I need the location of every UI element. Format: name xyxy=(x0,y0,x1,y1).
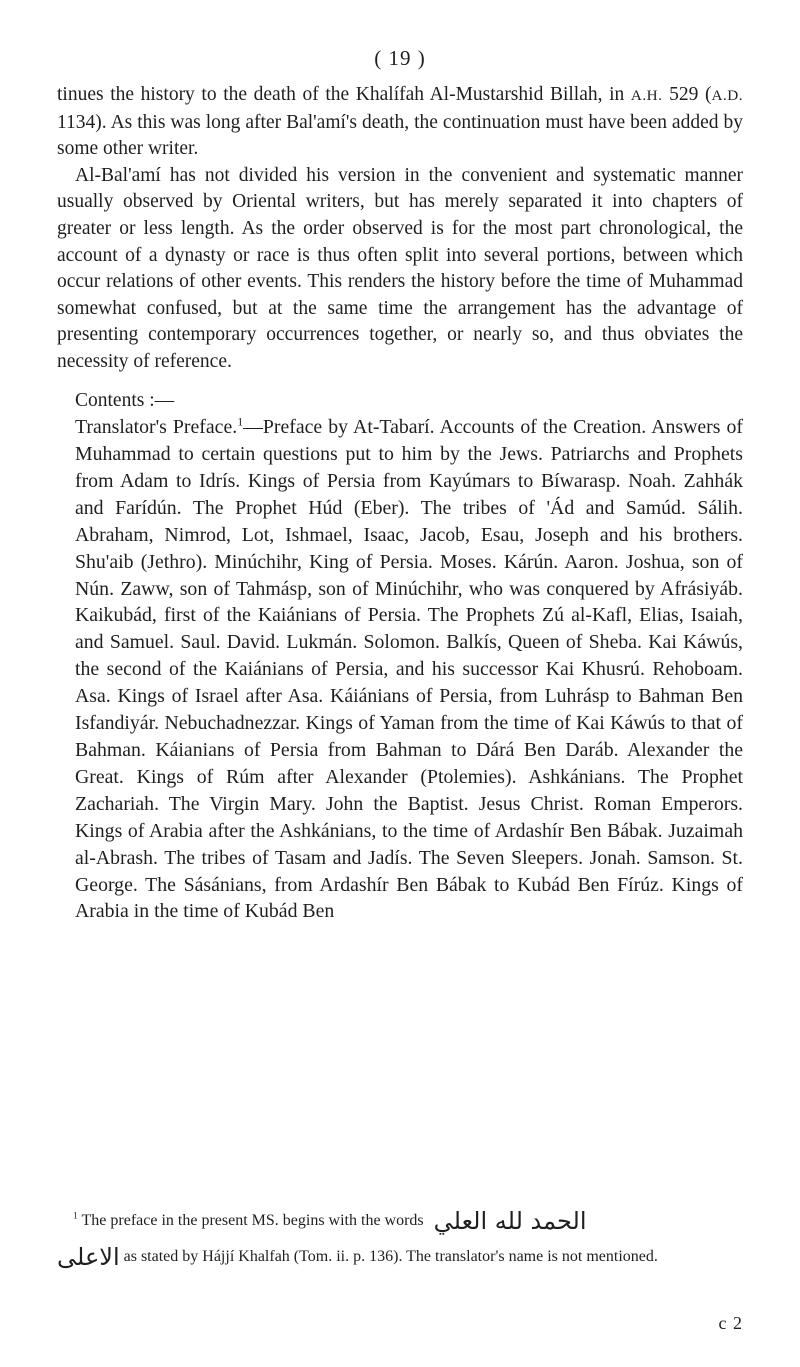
era-ad: A.D. xyxy=(711,87,743,104)
p1-text: tinues the history to the death of the Khalífah Al-Mustarshid Billah, in xyxy=(57,84,625,105)
contents-rest: —Preface by At-Tabarí. Accounts of the Creation. Answers of Muhammad to certain questions put to him by the Jews. Patriarchs and Prophets from Adam to Idrís. Kings of Persia from Kayúmars to Bíwarasp. Noah. Zahhák and Farídún. The Prophet Húd (Eber). The tribes of 'Ád and Samúd. Sálih. Abraham, Nimrod, Lot, Ishmael, Isaac, Jacob, Esau, Joseph and his brothers. Shu'aib (Jethro). Minúchihr, King of Persia. Moses. Kárún. Aaron. Joshua, son of Nún. Zaww, son of Tahmásp, son of Minúchihr, who was conquered by Afrásiyáb. Kaikubád, first of the Kaiánians of Persia. The Prophets Zú al-Kafl, Elias, Isaiah, and Samuel. Saul. David. Lukmán. Solomon. Balkís, Queen of Sheba. Kai Káwús, the second of the Kaiánians of Persia, and his successor Kai Khusrú. Rehoboam. Asa. Kings of Israel after Asa. Káiánians of Persia, from Luhrásp to Bahman Ben Isfandiyár. Nebuchadnezzar. Kings of Yaman from the time of Kai Káwús to that of Bahman. Káianians of Persia from Bahman to Dárá Ben Daráb. Alexander the Great. Kings of Rúm after Alexander (Ptolemies). Ashkánians. The Prophet Zachariah. The Virgin Mary. John the Baptist. Jesus Christ. Roman Emperors. Kings of Arabia after the Ashkánians, to the time of Ardashír Ben Bábak. Juzaimah al-Abrash. The tribes of Tasam and Jadís. The Seven Sleepers. Jonah. Samson. St. George. The Sásánians, from Ardashír Ben Bábak to Kubád Ben Fírúz. Kings of Arabia in the time of Kubád Ben xyxy=(75,416,744,923)
contents-label: Contents :— xyxy=(75,389,175,411)
p1-mid: 529 ( xyxy=(662,84,712,105)
contents-list xyxy=(57,414,743,925)
arabic-phrase-1: الحمد لله العلي xyxy=(433,1207,587,1235)
book-page xyxy=(55,0,745,1367)
p1-rest: 1134). As this was long after Bal'amí's death, the continuation must have been added by some other writer. xyxy=(57,111,743,160)
era-ah: A.H. xyxy=(630,87,663,104)
main-text xyxy=(57,82,743,925)
paragraph-continuation xyxy=(57,82,743,163)
footnote-text-after: as stated by Hájjí Khalfah (Tom. ii. p. 136). The translator's name is not mentioned. xyxy=(123,1248,658,1265)
footnote-marker: 1 xyxy=(73,1210,78,1222)
footnote-reference[interactable]: 1 xyxy=(237,414,244,429)
footnote xyxy=(57,1203,743,1275)
footnote-line xyxy=(57,1203,743,1239)
contents-start: Translator's Preface. xyxy=(75,416,238,439)
paragraph-structure: Al-Bal'amí has not divided his version in the convenient and systematic manner usually observed by Oriental writers, but has merely separated it into chapters of greater or less length. As the order observed is for the most part chronological, the account of a dynasty or race is thus often split into several portions, between which occur relations of other events. This renders the history before the time of Muhammad somewhat confused, but at the same time the arrangement has the advantage of presenting contemporary occurrences together, or nearly so, and thus obviates the necessity of reference. xyxy=(57,164,743,372)
arabic-phrase-2: الاعلى xyxy=(57,1243,120,1271)
footnote-text-before: The preface in the present MS. begins with the words xyxy=(81,1212,424,1229)
page-number: ( 19 ) xyxy=(374,46,426,70)
signature-mark: c 2 xyxy=(718,1313,743,1333)
footnote-line-2 xyxy=(57,1239,743,1275)
